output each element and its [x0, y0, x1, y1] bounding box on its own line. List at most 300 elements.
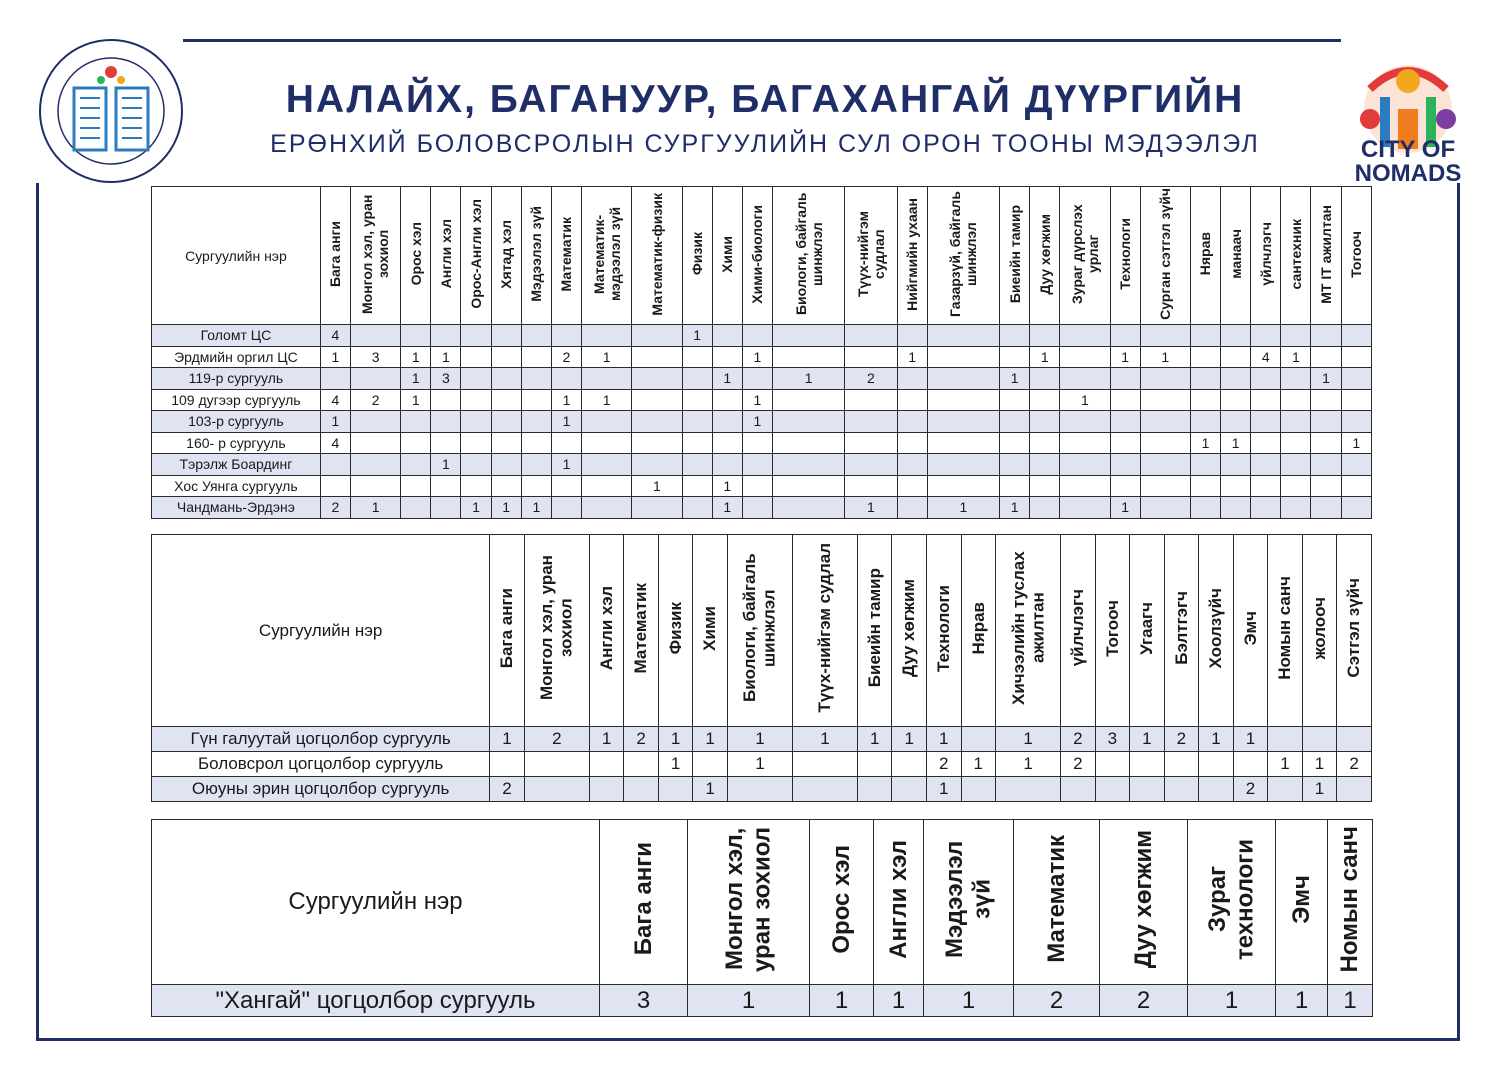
- vacancy-count-cell: [461, 325, 491, 347]
- vacancy-count-cell: 1: [874, 985, 924, 1017]
- vacancy-count-cell: [1281, 411, 1311, 433]
- vacancy-count-cell: [658, 777, 693, 802]
- column-header: [772, 187, 844, 325]
- vacancy-count-cell: [1060, 346, 1110, 368]
- vacancy-count-cell: [551, 475, 581, 497]
- vacancy-count-cell: [772, 454, 844, 476]
- column-header-label: Хятад хэл: [498, 219, 515, 289]
- school-name-cell: 103-р сургууль: [152, 411, 321, 433]
- vacancy-count-cell: [1221, 346, 1251, 368]
- vacancy-count-cell: [1000, 432, 1030, 454]
- column-header-label: Газарзүй, байгаль шинжлэл: [947, 191, 980, 317]
- vacancy-count-cell: 2: [490, 777, 525, 802]
- vacancy-count-cell: 2: [845, 368, 897, 390]
- column-header-label: Монгол хэл, уран зохиол: [720, 826, 776, 972]
- column-header-label: Физик: [689, 232, 706, 276]
- vacancy-count-cell: 1: [712, 368, 742, 390]
- vacancy-count-cell: [712, 454, 742, 476]
- vacancy-count-cell: [632, 325, 682, 347]
- column-header: [727, 535, 792, 727]
- column-header: [1311, 187, 1341, 325]
- table-row: [152, 497, 1372, 519]
- vacancy-count-cell: [1341, 346, 1371, 368]
- vacancy-count-cell: 4: [320, 325, 350, 347]
- vacancy-count-cell: [551, 368, 581, 390]
- vacancy-count-cell: [1140, 325, 1190, 347]
- vacancy-count-cell: [682, 432, 712, 454]
- vacancy-count-cell: 1: [772, 368, 844, 390]
- column-header-label: Номын санч: [1336, 825, 1364, 973]
- vacancy-count-cell: 3: [1095, 727, 1130, 752]
- vacancy-count-cell: [582, 432, 632, 454]
- vacancy-count-cell: [632, 454, 682, 476]
- school-name-cell: Тэрэлж Боардинг: [152, 454, 321, 476]
- vacancy-count-cell: [491, 389, 521, 411]
- vacancy-count-cell: 1: [693, 727, 728, 752]
- column-header-label: Англи хэл: [596, 585, 616, 671]
- vacancy-count-cell: [897, 325, 927, 347]
- vacancy-count-cell: 1: [320, 346, 350, 368]
- column-header: [461, 187, 491, 325]
- column-header-label: үйлчлэгч: [1257, 222, 1274, 286]
- vacancy-count-cell: [1110, 389, 1140, 411]
- vacancy-count-cell: [431, 497, 461, 519]
- vacancy-count-cell: 1: [582, 389, 632, 411]
- vacancy-count-cell: [632, 368, 682, 390]
- vacancy-count-cell: [727, 777, 792, 802]
- vacancy-count-cell: [524, 752, 589, 777]
- vacancy-count-cell: [1110, 411, 1140, 433]
- vacancy-count-cell: [1221, 454, 1251, 476]
- vacancy-count-cell: 1: [1302, 752, 1337, 777]
- vacancy-count-cell: [1060, 325, 1110, 347]
- vacancy-count-cell: 3: [600, 985, 688, 1017]
- vacancy-count-cell: [1164, 777, 1199, 802]
- vacancy-count-cell: [682, 389, 712, 411]
- vacancy-count-cell: [491, 368, 521, 390]
- column-header: [632, 187, 682, 325]
- column-header-label: Дуу хөгжим: [899, 579, 919, 677]
- vacancy-count-cell: [350, 475, 400, 497]
- column-header: [658, 535, 693, 727]
- vacancy-count-cell: [1060, 411, 1110, 433]
- vacancy-count-cell: [551, 497, 581, 519]
- vacancy-count-cell: 1: [1140, 346, 1190, 368]
- vacancy-count-cell: [1110, 368, 1140, 390]
- vacancy-count-cell: [1199, 777, 1234, 802]
- vacancy-count-cell: [401, 432, 431, 454]
- column-header-label: Англи хэл: [437, 219, 454, 289]
- column-header-label: Монгол хэл, уран зохиол: [537, 555, 576, 701]
- column-header-label: Биеийн тамир: [1006, 204, 1023, 304]
- school-name-cell: Эрдмийн оргил ЦС: [152, 346, 321, 368]
- school-name-cell: Оюуны эрин цогцолбор сургууль: [152, 777, 490, 802]
- column-header: [1221, 187, 1251, 325]
- vacancy-count-cell: [1000, 475, 1030, 497]
- vacancy-count-cell: [401, 475, 431, 497]
- vacancy-count-cell: [1095, 752, 1130, 777]
- top-rule: [183, 39, 1341, 42]
- vacancy-count-cell: [1233, 752, 1268, 777]
- vacancy-count-cell: [350, 411, 400, 433]
- vacancy-count-cell: [1281, 475, 1311, 497]
- column-header-label: Сурган сэтгэл зүйч: [1157, 188, 1174, 320]
- vacancy-count-cell: 2: [1061, 752, 1096, 777]
- vacancy-count-cell: [1311, 411, 1341, 433]
- vacancy-count-cell: [927, 411, 999, 433]
- vacancy-count-cell: [521, 432, 551, 454]
- vacancy-count-cell: [1110, 325, 1140, 347]
- vacancy-count-cell: 1: [1276, 985, 1328, 1017]
- vacancy-count-cell: [1251, 389, 1281, 411]
- vacancy-count-cell: 1: [857, 727, 892, 752]
- vacancy-count-cell: [1341, 411, 1371, 433]
- school-name-cell: Хос Уянга сургууль: [152, 475, 321, 497]
- vacancy-count-cell: 1: [658, 727, 693, 752]
- column-header-label: Физик: [665, 601, 685, 655]
- column-header: [892, 535, 927, 727]
- vacancy-count-cell: 1: [926, 727, 961, 752]
- vacancy-count-cell: [431, 475, 461, 497]
- vacancy-count-cell: [845, 346, 897, 368]
- column-header-label: сантехник: [1287, 218, 1304, 290]
- vacancy-count-cell: [682, 454, 712, 476]
- vacancy-count-cell: 1: [682, 325, 712, 347]
- vacancy-count-cell: [582, 475, 632, 497]
- vacancy-count-cell: [927, 346, 999, 368]
- column-header: [624, 535, 659, 727]
- vacancy-count-cell: [857, 752, 892, 777]
- vacancy-count-cell: [1221, 389, 1251, 411]
- vacancy-count-cell: 1: [742, 411, 772, 433]
- vacancy-count-cell: [742, 432, 772, 454]
- vacancy-count-cell: [524, 777, 589, 802]
- vacancy-count-cell: [897, 368, 927, 390]
- column-header: [1190, 187, 1220, 325]
- column-header: [589, 535, 624, 727]
- vacancy-count-cell: [1311, 454, 1341, 476]
- vacancy-count-cell: 3: [350, 346, 400, 368]
- vacancy-count-cell: [632, 411, 682, 433]
- vacancy-count-cell: [712, 432, 742, 454]
- column-header: [1110, 187, 1140, 325]
- column-header-label: Технологи: [1117, 218, 1134, 290]
- vacancy-count-cell: [320, 368, 350, 390]
- school-name-cell: Голомт ЦС: [152, 325, 321, 347]
- vacancy-count-cell: [682, 475, 712, 497]
- vacancy-count-cell: 1: [1190, 432, 1220, 454]
- vacancy-count-cell: [1268, 727, 1303, 752]
- column-header-label: манаач: [1227, 229, 1244, 279]
- vacancy-count-cell: [589, 777, 624, 802]
- column-header-label: Математик: [558, 216, 575, 292]
- column-header: [845, 187, 897, 325]
- column-header: [688, 820, 810, 985]
- page-title: НАЛАЙХ, БАГАНУУР, БАГАХАНГАЙ ДҮҮРГИЙН: [285, 78, 1245, 121]
- vacancy-count-cell: [857, 777, 892, 802]
- vacancy-count-cell: 1: [742, 346, 772, 368]
- vacancy-count-cell: [897, 389, 927, 411]
- vacancy-count-cell: [1164, 752, 1199, 777]
- vacancy-count-cell: [1251, 432, 1281, 454]
- vacancy-count-cell: 1: [431, 454, 461, 476]
- vacancy-count-cell: [996, 777, 1061, 802]
- vacancy-count-cell: [431, 389, 461, 411]
- vacancy-count-cell: [927, 454, 999, 476]
- vacancy-count-cell: [897, 454, 927, 476]
- column-header: [897, 187, 927, 325]
- column-header: [1328, 820, 1373, 985]
- vacancy-count-cell: [1221, 325, 1251, 347]
- vacancy-table-3: [151, 819, 1373, 1017]
- column-header: [857, 535, 892, 727]
- vacancy-count-cell: [461, 346, 491, 368]
- vacancy-count-cell: [491, 432, 521, 454]
- vacancy-count-cell: [582, 325, 632, 347]
- column-header: [1188, 820, 1276, 985]
- vacancy-count-cell: [772, 346, 844, 368]
- column-header: [1060, 187, 1110, 325]
- column-header-label: Эмч: [1240, 610, 1260, 646]
- vacancy-count-cell: [1030, 368, 1060, 390]
- vacancy-count-cell: [1000, 346, 1030, 368]
- vacancy-count-cell: [892, 752, 927, 777]
- vacancy-count-cell: [589, 752, 624, 777]
- column-header: [1302, 535, 1337, 727]
- vacancy-count-cell: 2: [624, 727, 659, 752]
- vacancy-count-cell: [1110, 454, 1140, 476]
- vacancy-count-cell: [624, 777, 659, 802]
- vacancy-count-cell: [461, 475, 491, 497]
- vacancy-count-cell: [792, 777, 857, 802]
- vacancy-count-cell: [1030, 454, 1060, 476]
- vacancy-count-cell: [632, 389, 682, 411]
- vacancy-count-cell: [712, 346, 742, 368]
- table-row: [152, 454, 1372, 476]
- vacancy-count-cell: 1: [551, 454, 581, 476]
- vacancy-count-cell: [582, 497, 632, 519]
- vacancy-count-cell: [1311, 497, 1341, 519]
- column-header: [1095, 535, 1130, 727]
- column-header-label: Тогооч: [1102, 599, 1122, 657]
- vacancy-count-cell: [1341, 325, 1371, 347]
- vacancy-count-cell: [742, 325, 772, 347]
- vacancy-count-cell: 2: [1061, 727, 1096, 752]
- vacancy-count-cell: [712, 411, 742, 433]
- vacancy-count-cell: 2: [350, 389, 400, 411]
- column-header-label: Математик: [1042, 835, 1070, 963]
- vacancy-count-cell: [1060, 497, 1110, 519]
- column-header: [693, 535, 728, 727]
- column-header: [524, 535, 589, 727]
- vacancy-count-cell: 1: [1233, 727, 1268, 752]
- column-header-label: Технологи: [933, 584, 953, 672]
- column-header-label: Тогооч: [1348, 230, 1365, 278]
- column-header: [1164, 535, 1199, 727]
- column-header: [1130, 535, 1165, 727]
- vacancy-count-cell: 1: [401, 368, 431, 390]
- vacancy-count-cell: [897, 432, 927, 454]
- vacancy-count-cell: [897, 497, 927, 519]
- column-header: [1276, 820, 1328, 985]
- vacancy-count-cell: [712, 389, 742, 411]
- vacancy-count-cell: [742, 497, 772, 519]
- vacancy-count-cell: [582, 411, 632, 433]
- column-header-school-name: Сургуулийн нэр: [152, 820, 600, 985]
- vacancy-count-cell: [1251, 368, 1281, 390]
- vacancy-count-cell: [1190, 497, 1220, 519]
- school-name-cell: Гүн галуутай цогцолбор сургууль: [152, 727, 490, 752]
- vacancy-count-cell: 1: [742, 389, 772, 411]
- column-header: [996, 535, 1061, 727]
- vacancy-count-cell: 1: [810, 985, 874, 1017]
- vacancy-count-cell: [1140, 389, 1190, 411]
- column-header-label: Англи хэл: [884, 839, 912, 959]
- column-header-label: Хими: [700, 605, 720, 651]
- column-header-label: Мэдээлэл зүй: [528, 206, 545, 302]
- table-row: [152, 411, 1372, 433]
- vacancy-count-cell: [551, 432, 581, 454]
- vacancy-count-cell: [1251, 497, 1281, 519]
- vacancy-count-cell: [1281, 432, 1311, 454]
- column-header: [350, 187, 400, 325]
- vacancy-count-cell: 1: [1188, 985, 1276, 1017]
- vacancy-count-cell: [927, 325, 999, 347]
- vacancy-count-cell: [1130, 777, 1165, 802]
- vacancy-count-cell: [927, 432, 999, 454]
- vacancy-count-cell: 1: [589, 727, 624, 752]
- vacancy-count-cell: [1221, 411, 1251, 433]
- vacancy-count-cell: [1000, 454, 1030, 476]
- column-header-label: Математик: [631, 582, 651, 674]
- column-header-label: Орос-Англи хэл: [468, 199, 484, 309]
- vacancy-count-cell: [1060, 475, 1110, 497]
- column-header: [1281, 187, 1311, 325]
- column-header: [1030, 187, 1060, 325]
- column-header: [491, 187, 521, 325]
- vacancy-count-cell: 3: [431, 368, 461, 390]
- vacancy-count-cell: [1341, 454, 1371, 476]
- vacancy-count-cell: [1110, 475, 1140, 497]
- vacancy-count-cell: [742, 454, 772, 476]
- vacancy-count-cell: [1140, 411, 1190, 433]
- vacancy-count-cell: [1281, 368, 1311, 390]
- vacancy-count-cell: 1: [845, 497, 897, 519]
- vacancy-count-cell: 1: [1110, 346, 1140, 368]
- vacancy-count-cell: [1060, 368, 1110, 390]
- vacancy-count-cell: [1110, 432, 1140, 454]
- vacancy-count-cell: [320, 475, 350, 497]
- column-header-label: Орос хэл: [407, 222, 424, 286]
- school-name-cell: Боловсрол цогцолбор сургууль: [152, 752, 490, 777]
- column-header: [551, 187, 581, 325]
- vacancy-count-cell: [1190, 475, 1220, 497]
- vacancy-count-cell: [1095, 777, 1130, 802]
- column-header: [924, 820, 1014, 985]
- vacancy-count-cell: [682, 411, 712, 433]
- vacancy-count-cell: 2: [1233, 777, 1268, 802]
- vacancy-count-cell: 1: [892, 727, 927, 752]
- vacancy-count-cell: [1030, 497, 1060, 519]
- vacancy-count-cell: 1: [1030, 346, 1060, 368]
- column-header-label: Сэтгэл зүйч: [1344, 578, 1364, 678]
- column-header-label: Эмч: [1287, 874, 1315, 924]
- vacancy-count-cell: [461, 411, 491, 433]
- vacancy-table-1: [151, 186, 1372, 519]
- vacancy-count-cell: 1: [1060, 389, 1110, 411]
- vacancy-count-cell: [1281, 454, 1311, 476]
- vacancy-count-cell: 1: [401, 389, 431, 411]
- vacancy-count-cell: [1221, 497, 1251, 519]
- column-header-school-name: Сургуулийн нэр: [152, 535, 490, 727]
- column-header-label: Хичээлийн туслах ажилтан: [1008, 551, 1048, 705]
- column-header-label: Биологи, байгаль шинжлэл: [740, 553, 779, 703]
- education-department-logo: [38, 38, 184, 184]
- vacancy-count-cell: [632, 432, 682, 454]
- table-row: [152, 727, 1372, 752]
- vacancy-count-cell: 2: [1164, 727, 1199, 752]
- vacancy-count-cell: [632, 497, 682, 519]
- vacancy-count-cell: [491, 411, 521, 433]
- column-header-label: Нярав: [968, 601, 988, 655]
- column-header-label: Дуу хөгжим: [1129, 829, 1157, 969]
- school-name-cell: "Хангай" цогцолбор сургууль: [152, 985, 600, 1017]
- vacancy-count-cell: [927, 475, 999, 497]
- vacancy-count-cell: [712, 325, 742, 347]
- school-name-cell: 109 дугээр сургууль: [152, 389, 321, 411]
- column-header: [490, 535, 525, 727]
- vacancy-count-cell: [491, 325, 521, 347]
- vacancy-count-cell: [792, 752, 857, 777]
- vacancy-count-cell: [1251, 325, 1281, 347]
- vacancy-count-cell: [1190, 411, 1220, 433]
- vacancy-count-cell: [1190, 325, 1220, 347]
- vacancy-count-cell: 1: [551, 389, 581, 411]
- vacancy-count-cell: [1251, 411, 1281, 433]
- column-header-label: Мэдээлэл зүй: [940, 840, 996, 958]
- vacancy-count-cell: 1: [491, 497, 521, 519]
- column-header-label: Бага анги: [327, 220, 344, 288]
- column-header-label: Бэлтгэгч: [1171, 591, 1191, 665]
- school-name-cell: Чандмань-Эрдэнэ: [152, 497, 321, 519]
- column-header: [521, 187, 551, 325]
- vacancy-count-cell: [845, 325, 897, 347]
- vacancy-count-cell: 1: [350, 497, 400, 519]
- vacancy-count-cell: [845, 454, 897, 476]
- vacancy-count-cell: 1: [1130, 727, 1165, 752]
- column-header-label: үйлчлэгч: [1068, 589, 1088, 667]
- column-header: [582, 187, 632, 325]
- vacancy-count-cell: 1: [927, 497, 999, 519]
- vacancy-count-cell: [1251, 475, 1281, 497]
- vacancy-count-cell: [521, 454, 551, 476]
- column-header-label: Зураг дүрслэх урлаг: [1068, 204, 1101, 304]
- vacancy-count-cell: [961, 727, 996, 752]
- column-header: [1337, 535, 1372, 727]
- vacancy-count-cell: [1221, 475, 1251, 497]
- vacancy-count-cell: [1000, 389, 1030, 411]
- vacancy-count-cell: 4: [320, 432, 350, 454]
- vacancy-count-cell: [772, 411, 844, 433]
- vacancy-count-cell: [461, 389, 491, 411]
- vacancy-count-cell: 1: [582, 346, 632, 368]
- column-header: [682, 187, 712, 325]
- vacancy-count-cell: [1060, 454, 1110, 476]
- vacancy-count-cell: [521, 368, 551, 390]
- vacancy-count-cell: [582, 368, 632, 390]
- vacancy-count-cell: [1000, 411, 1030, 433]
- vacancy-count-cell: 1: [490, 727, 525, 752]
